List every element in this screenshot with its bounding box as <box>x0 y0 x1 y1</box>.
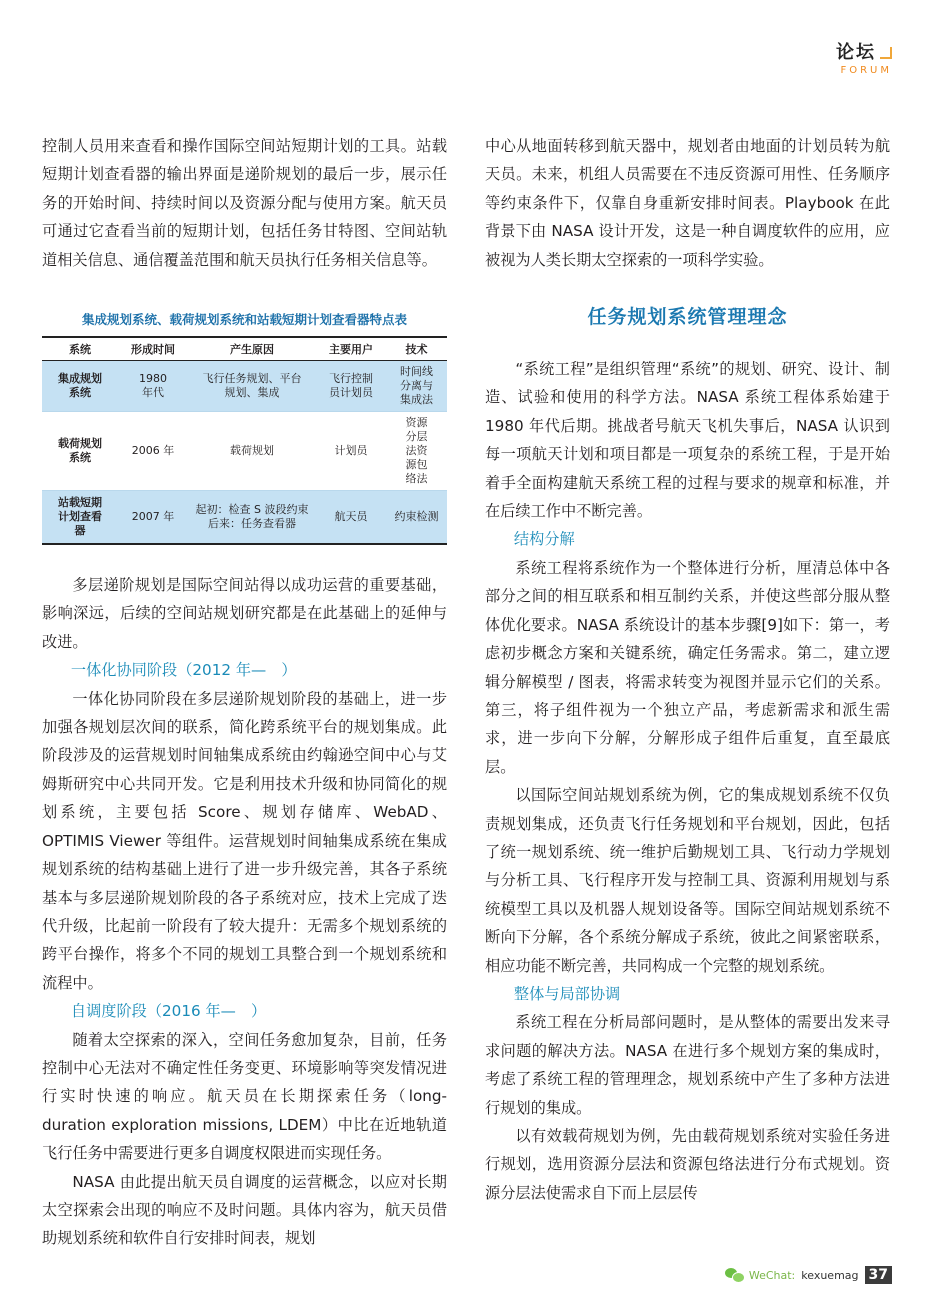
table-cell: 集成规划系统 <box>42 361 118 412</box>
table-cell: 载荷规划系统 <box>58 437 102 465</box>
table-cell: 载荷规划 <box>230 444 274 458</box>
table-row <box>42 412 447 491</box>
wechat-label: WeChat: <box>748 1268 796 1282</box>
table-cell: 飞行控制员计划员 <box>316 361 386 412</box>
subheading-integration: 一体化协同阶段（2012 年— ） <box>70 661 297 680</box>
left-paragraph-5: NASA 由此提出航天员自调度的运营概念，以应对长期太空探索会出现的响应不及时问题。具体内容为，航天员借助规划系统和软件自行安排时间表，规划 <box>42 1172 447 1248</box>
right-column <box>485 132 890 1207</box>
table-header-cell: 形成时间 <box>131 343 175 357</box>
header-main <box>836 38 892 64</box>
wechat-id: kexuemag <box>801 1268 859 1282</box>
right-paragraph-1: 中心从地面转移到航天器中，规划者由地面的计划员转为航天员。未来，机组人员需要在不违反资源可用性、任务顺序等约束条件下，仅靠自身重新安排时间表。Playbook 在此背景下由 NASA 设计开发，这是一种自调度软件的应用，应被视为人类长期太空探索的一项科学实验。 <box>485 137 890 269</box>
right-paragraph-4: 以国际空间站规划系统为例，它的集成规划系统不仅负责规划集成，还负责飞行任务规划和平台规划，因此，包括了统一规划系统、统一维护后勤规划工具、飞行动力学规划与分析工具、飞行程序开发与控制工具、资源利用规划与系统模型工具以及机器人规划设备等。国际空间站规划系统不断向下分解，各个系统分解成子系统，彼此之间紧密联系，相应功能不断完善，共同构成一个完整的规划系统。 <box>485 786 890 975</box>
subheading-structure: 结构分解 <box>513 530 575 549</box>
table-cell: 站载短期计划查看器 <box>42 491 118 545</box>
right-paragraph-3: 系统工程将系统作为一个整体进行分析，厘清总体中各部分之间的相互联系和相互制约关系，并使这些部分服从整体优化要求。NASA 系统设计的基本步骤[9]如下：第一，考虑初步概念方案和关键系统，确定任务需求。第二，建立逻辑分解模型 / 图表，将需求转变为视图并显示它们的关系。第三，将子组件视为一个独立产品，考虑新需求和派生需求，进一步向下分解，分解形成子组件后重复，直至最底层。 <box>485 558 890 776</box>
page-header <box>836 38 892 76</box>
left-column <box>42 132 447 1253</box>
feature-table-block <box>42 310 447 545</box>
feature-table <box>42 336 447 545</box>
section-label-en: FORUM <box>840 65 892 76</box>
corner-mark-icon <box>880 47 892 59</box>
table-header-cell: 产生原因 <box>230 343 274 357</box>
subheading-self-scheduling: 自调度阶段（2016 年— ） <box>70 1002 267 1021</box>
table-cell: 航天员 <box>316 491 386 545</box>
table-cell: 1980年代 <box>118 361 188 412</box>
table-row <box>42 361 447 412</box>
section-label: 论坛 <box>836 42 876 63</box>
table-cell: 约束检测 <box>386 491 447 545</box>
table-cell: 计划员 <box>334 444 368 458</box>
section-title: 任务规划系统管理理念 <box>587 306 788 329</box>
left-paragraph-2: 多层递阶规划是国际空间站得以成功运营的重要基础，影响深远，后续的空间站规划研究都是在此基础上的延伸与改进。 <box>42 576 447 651</box>
table-header-cell: 主要用户 <box>329 343 373 357</box>
table-cell: 飞行任务规划、平台规划、集成 <box>188 361 316 412</box>
right-paragraph-2: “系统工程”是组织管理“系统”的规划、研究、设计、制造、试验和使用的科学方法。NASA 系统工程体系始建于 1980 年代后期。挑战者号航天飞机失事后，NASA 认识到每一项航天计划和项目都是一项复杂的系统工程，于是开始着手全面构建航天系统工程的过程与要求的规章和标准，并在后续工作中不断完善。 <box>485 360 890 521</box>
table-title: 集成规划系统、载荷规划系统和站载短期计划查看器特点表 <box>81 312 407 328</box>
table-cell: 2006 年 <box>131 444 175 458</box>
table-cell: 起初：检查 S 波段约束后来：任务查看器 <box>188 491 316 545</box>
table-cell: 资源分层法资源包络法 <box>405 416 428 486</box>
table-cell: 2007 年 <box>118 491 188 545</box>
page-footer <box>725 1266 892 1284</box>
right-paragraph-5: 系统工程在分析局部问题时，是从整体的需要出发来寻求问题的解决方法。NASA 在进行多个规划方案的集成时，考虑了系统工程的管理理念，规划系统中产生了多种方法进行规划的集成。 <box>485 1013 890 1117</box>
table-header-cell: 系统 <box>69 343 91 357</box>
wechat-icon <box>725 1268 743 1282</box>
left-paragraph-4: 随着太空探索的深入，空间任务愈加复杂，目前，任务控制中心无法对不确定性任务变更、环境影响等突发情况进行实时快速的响应。航天员在长期探索任务（long-duration exploration missions, LDEM）中比在近地轨道飞行任务中需要进行更多自调度权限进而实现任务。 <box>42 1030 447 1163</box>
right-paragraph-6: 以有效载荷规划为例，先由载荷规划系统对实验任务进行规划，选用资源分层法和资源包络法进行分布式规划。资源分层法使需求自下而上层层传 <box>485 1127 890 1202</box>
table-cell: 时间线分离与集成法 <box>386 361 447 412</box>
left-paragraph-3: 一体化协同阶段在多层递阶规划阶段的基础上，进一步加强各规划层次间的联系，简化跨系统平台的规划集成。此阶段涉及的运营规划时间轴集成系统由约翰逊空间中心与艾姆斯研究中心共同开发。它是利用技术升级和协同简化的规划系统，主要包括 Score、规划存储库、WebAD、OPTIMIS Viewer 等组件。运营规划时间轴集成系统在集成规划系统的结构基础上进行了进一步升级完善，其各子系统基本与多层递阶规划阶段的各子系统对应，技术上完成了迭代升级，比起前一阶段有了较大提升：无需多个规划系统的跨平台操作，将多个不同的规划工具整合到一个规划系统和流程中。 <box>42 689 447 992</box>
table-header-row <box>42 337 447 361</box>
table-row <box>42 491 447 545</box>
subheading-coordination: 整体与局部协调 <box>513 984 621 1003</box>
left-paragraph-1: 控制人员用来查看和操作国际空间站短期计划的工具。站载短期计划查看器的输出界面是递阶规划的最后一步，展示任务的开始时间、持续时间以及资源分配与使用方案。航天员可通过它查看当前的短期计划，包括任务甘特图、空间站轨道相关信息、通信覆盖范围和航天员执行任务相关信息等。 <box>42 137 447 269</box>
page-number: 37 <box>865 1266 892 1284</box>
table-header-cell: 技术 <box>405 343 428 357</box>
